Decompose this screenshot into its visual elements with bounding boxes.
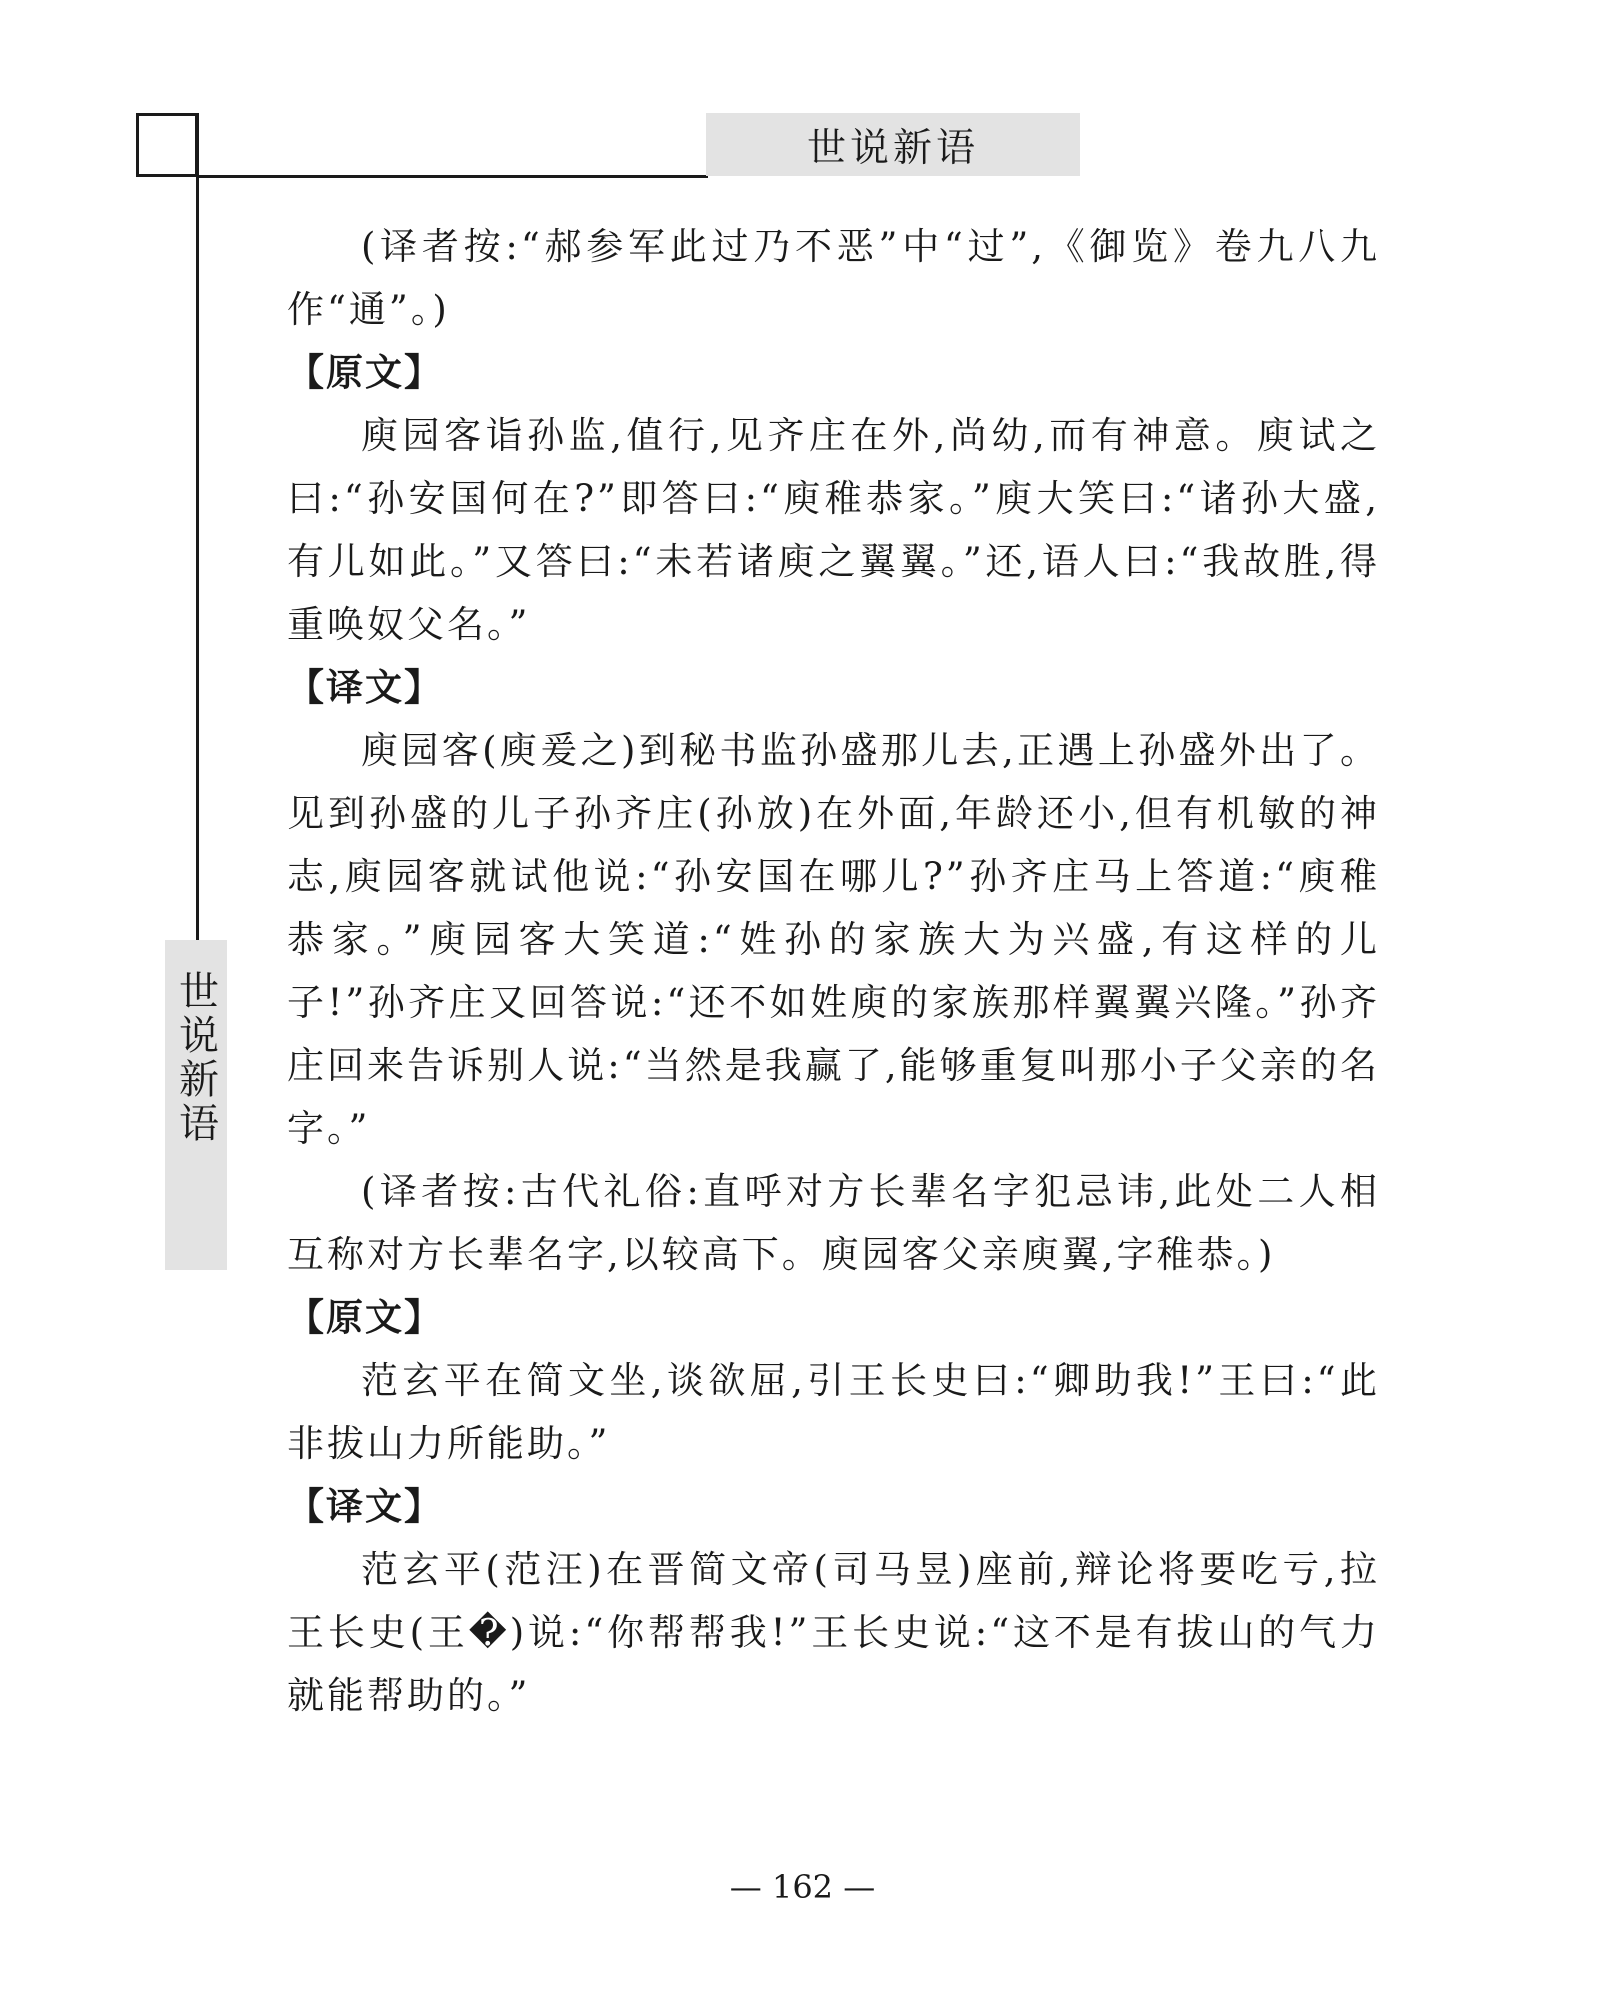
translator-note: (译者按:古代礼俗:直呼对方长辈名字犯忌讳,此处二人相互称对方长辈名字,以较高下。庾园客父亲庾翼,字稚恭。) xyxy=(287,1170,1380,1276)
corner-box-ornament xyxy=(136,113,198,177)
page-number: — 162 — xyxy=(729,1868,876,1906)
section-heading-original: 【原文】 xyxy=(287,1296,443,1339)
running-header xyxy=(706,113,1080,176)
translation-paragraph: 范玄平(范汪)在晋简文帝(司马昱)座前,辩论将要吃亏,拉王长史(王�)说:“你帮帮我!”王长史说:“这不是有拔山的气力就能帮助的。” xyxy=(287,1548,1380,1717)
margin-rule xyxy=(196,113,199,940)
side-tab-title: 世说新语 xyxy=(172,970,219,1146)
section-heading-translation: 【译文】 xyxy=(287,1485,443,1528)
side-tab xyxy=(165,940,227,1270)
section-heading-original: 【原文】 xyxy=(287,351,443,394)
header-rule xyxy=(198,175,708,178)
translation-paragraph: 庾园客(庾爰之)到秘书监孙盛那儿去,正遇上孙盛外出了。见到孙盛的儿子孙齐庄(孙放)在外面,年龄还小,但有机敏的神志,庾园客就试他说:“孙安国在哪儿?”孙齐庄马上答道:“庾稚恭家。”庾园客大笑道:“姓孙的家族大为兴盛,有这样的儿子!”孙齐庄又回答说:“还不如姓庾的家族那样翼翼兴隆。”孙齐庄回来告诉别人说:“当然是我赢了,能够重复叫那小子父亲的名字。” xyxy=(287,729,1380,1150)
translator-note: (译者按:“郝参军此过乃不恶”中“过”,《御览》卷九八九作“通”。) xyxy=(287,225,1380,331)
page-body xyxy=(287,215,1380,1727)
section-heading-translation: 【译文】 xyxy=(287,666,443,709)
running-header-title: 世说新语 xyxy=(806,125,979,171)
original-text-paragraph: 范玄平在简文坐,谈欲屈,引王长史曰:“卿助我!”王曰:“此非拔山力所能助。” xyxy=(287,1359,1380,1465)
original-text-paragraph: 庾园客诣孙监,值行,见齐庄在外,尚幼,而有神意。庾试之曰:“孙安国何在?”即答曰:“庾稚恭家。”庾大笑曰:“诸孙大盛,有儿如此。”又答曰:“未若诸庾之翼翼。”还,语人曰:“我故胜,得重唤奴父名。” xyxy=(287,414,1380,646)
